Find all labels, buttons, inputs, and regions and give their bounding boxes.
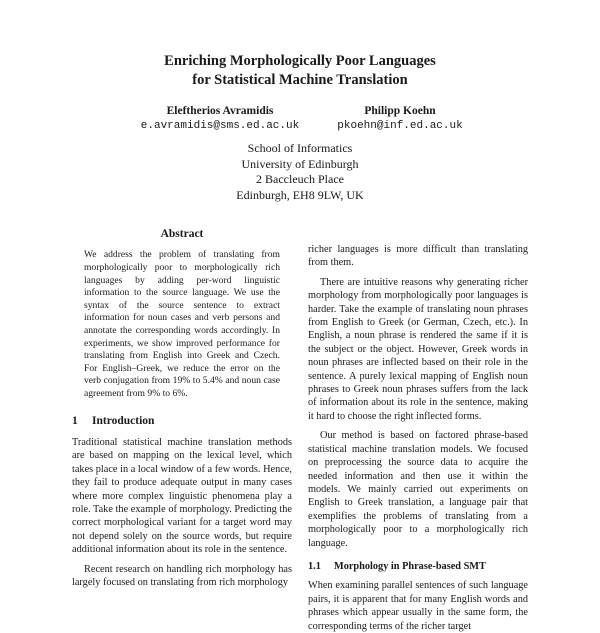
title-line-1: Enriching Morphologically Poor Languages <box>164 53 436 69</box>
paper-title <box>0 52 600 90</box>
author-email: pkoehn@inf.ed.ac.uk <box>337 120 463 132</box>
author-block-1 <box>120 104 320 134</box>
left-column <box>72 228 292 589</box>
paragraph-intuitive-reasons: There are intuitive reasons why generating richer morphology from morphologically poor languages is harder. Take the example of translating noun phrases from English to Greek (or German, Czech, etc.). In English, a noun phrase is rendered the same if it is the subject or the object. However, Greek words in noun phrases are inflected based on their role in the sentence. A purely lexical mapping of English noun phrases to Greek noun phrases suffers from the lack of information about its role in the sentence, making it hard to choose the right inflected forms. <box>308 276 528 422</box>
subsection-heading-morphology <box>308 560 528 573</box>
affiliation <box>0 141 600 203</box>
right-column <box>308 243 528 633</box>
intro-paragraph-1: Traditional statistical machine translation methods are based on mapping on the lexical level, which takes place in a local window of a few words. Hence, they fail to produce adequate output in many cases where more complex linguistic phenomena play a role. Take the example of morphology. Predicting the correct morphological variant for a target word may not depend solely on the source words, but require additional information about its role in the sentence. <box>72 436 292 556</box>
subsection-title: Morphology in Phrase-based SMT <box>334 560 486 572</box>
author-block-2 <box>300 104 500 134</box>
affiliation-line: Edinburgh, EH8 9LW, UK <box>236 187 364 202</box>
intro-paragraph-2: Recent research on handling rich morphology has largely focused on translating from rich morphology <box>72 563 292 588</box>
affiliation-line: School of Informatics <box>247 141 353 155</box>
title-line-2: for Statistical Machine Translation <box>192 72 408 88</box>
section-heading-introduction <box>72 415 292 428</box>
author-name: Eleftherios Avramidis <box>166 105 274 117</box>
affiliation-line: 2 Baccleuch Place <box>256 172 344 186</box>
paragraph-continued: richer languages is more difficult than translating from them. <box>308 244 528 269</box>
abstract-heading: Abstract <box>160 228 204 240</box>
paragraph-parallel-sentences: When examining parallel sentences of such language pairs, it is apparent that for many English words and phrases which appear usually in the same form, the corresponding terms of the richer target <box>308 580 528 632</box>
author-email: e.avramidis@sms.ed.ac.uk <box>140 120 300 132</box>
author-name: Philipp Koehn <box>364 105 436 117</box>
paragraph-method: Our method is based on factored phrase-based statistical machine translation models. We focused on preprocessing the source data to acquire the needed information and then use it within the models. We mainly carried out experiments on English to Greek translation, a language pair that exemplifies the problems of translating from a morphologically poor to a morphologically rich language. <box>308 430 528 549</box>
affiliation-line: University of Edinburgh <box>241 156 359 171</box>
section-title: Introduction <box>92 414 155 427</box>
subsection-number: 1.1 <box>308 560 321 572</box>
abstract-text: We address the problem of translating from morphologically poor to morphologically rich languages by adding per-word linguistic information to the source language. We use the syntax of the source sentence to extract information for noun cases and verb persons and annotate the corresponding words accordingly. In experiments, we show improved performance for translating from English into Greek and Czech. For English–Greek, we reduce the error on the verb conjugation from 19% to 5.4% and noun case agreement from 9% to 6%. <box>84 249 280 399</box>
section-number: 1 <box>72 414 78 427</box>
